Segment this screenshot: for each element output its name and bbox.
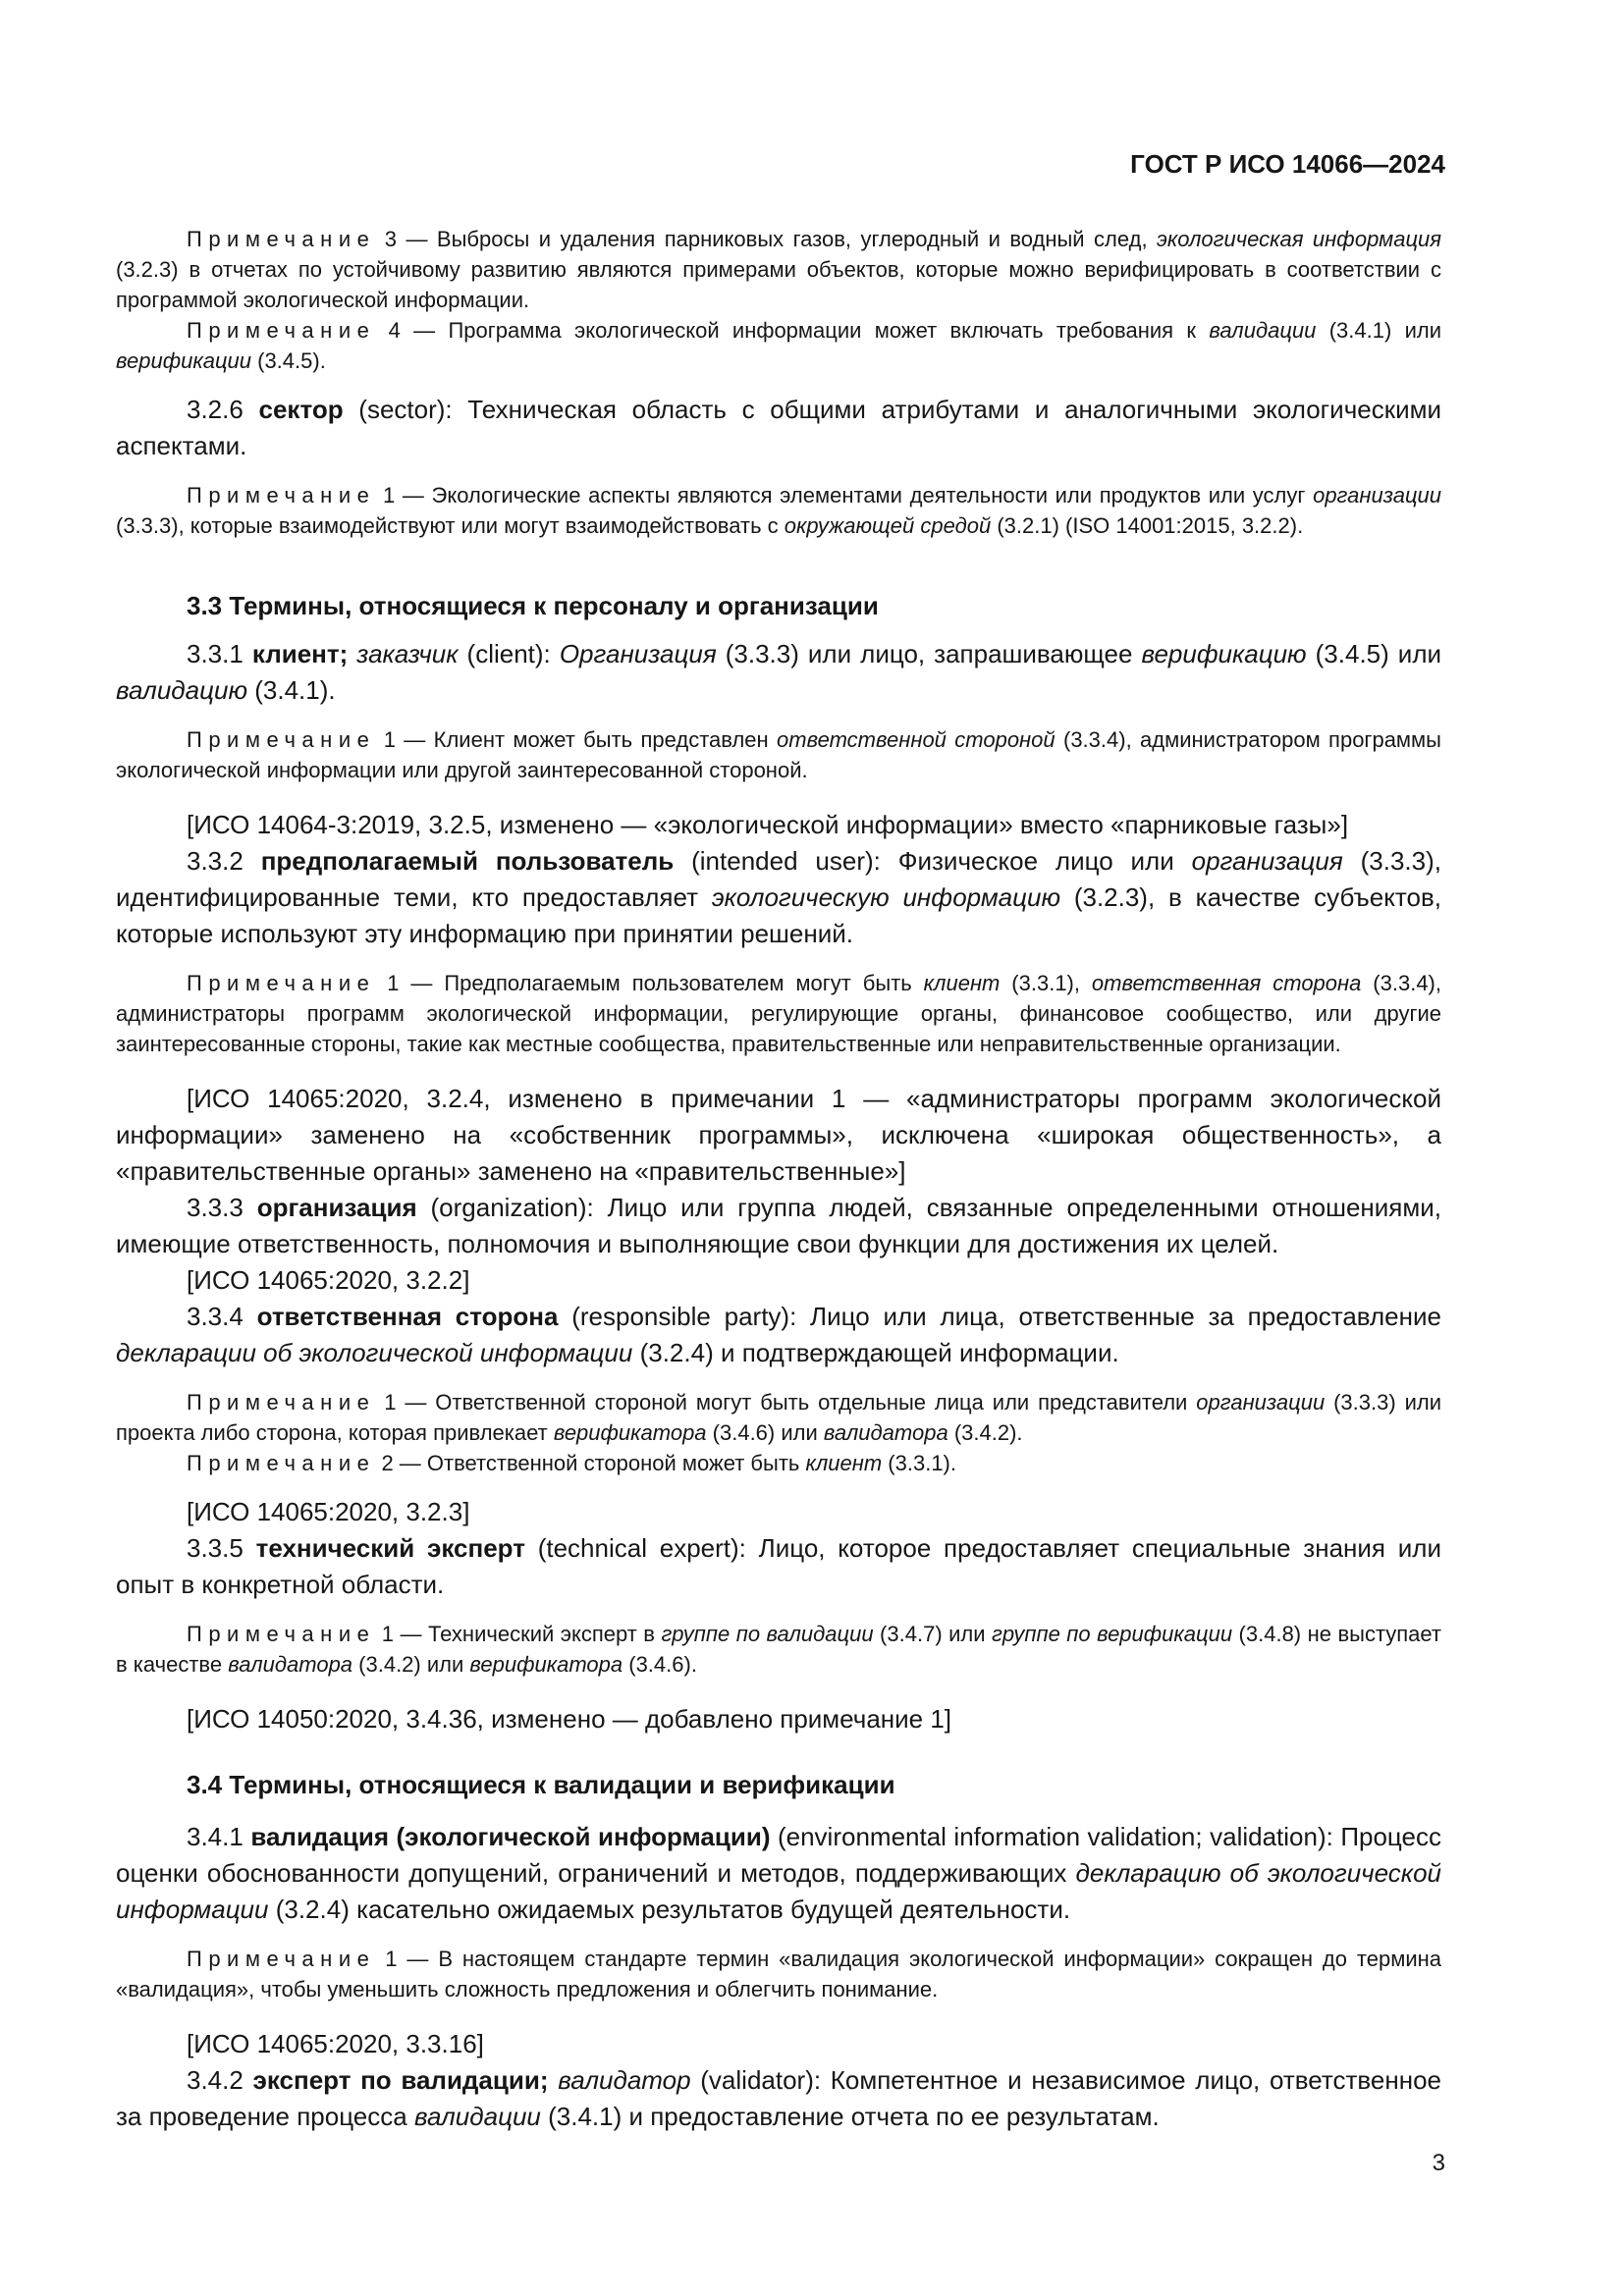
text-run	[549, 2065, 559, 2095]
text-run: (3.4.8) не выступает в качестве	[116, 1622, 1441, 1677]
document-header: ГОСТ Р ИСО 14066—2024	[1130, 149, 1445, 179]
text-run: (3.2.4) и подтверждающей информации.	[632, 1338, 1119, 1367]
text-run: (technical expert): Лицо, которое предоставляет специальные знания или опыт в конкретной области.	[116, 1533, 1441, 1599]
term-reference: верификатора	[553, 1420, 707, 1445]
term-name: валидация (экологической информации)	[250, 1822, 771, 1851]
text-run: (3.4.6).	[623, 1652, 697, 1677]
note-label: Примечание	[187, 227, 376, 251]
term-paragraph	[116, 1530, 1441, 1603]
term-name: ответственная сторона	[256, 1302, 559, 1331]
text-run: (3.2.3) в отчетах по устойчивому развитию являются примерами объектов, которые можно верифицировать в соответствии с программой экологической информации.	[116, 257, 1441, 312]
text-run: (3.4.7) или	[873, 1622, 992, 1646]
term-reference: группе по верификации	[992, 1622, 1233, 1646]
term-name: технический эксперт	[255, 1533, 525, 1563]
text-run: 3.3.1	[187, 639, 252, 668]
text-run: (validator): Компетентное и независимое лицо, ответственное за проведение процесса	[116, 2065, 1441, 2131]
text-run: (3.3.3) или проекта либо сторона, которая привлекает	[116, 1390, 1441, 1445]
term-reference: клиент	[923, 971, 1001, 995]
text-run: 3.2.6	[187, 395, 259, 424]
term-reference: валидации	[1209, 318, 1317, 343]
term-reference: ответственная сторона	[1091, 971, 1362, 995]
note-paragraph	[116, 724, 1441, 785]
note-paragraph	[116, 968, 1441, 1059]
text-run: (sector): Техническая область с общими атрибутами и аналогичными экологическими аспектами.	[116, 395, 1441, 460]
text-run: [ИСО 14050:2020, 3.4.36, изменено — добавлено примечание 1]	[187, 1704, 952, 1734]
text-run: 1 — Ответственной стороной могут быть отдельные лица или представители	[375, 1390, 1197, 1415]
text-run: [ИСО 14065:2020, 3.2.3]	[187, 1497, 470, 1526]
term-reference: группе по валидации	[661, 1622, 874, 1646]
term-reference: валидатор	[558, 2065, 691, 2095]
text-run: [ИСО 14065:2020, 3.2.4, изменено в примечании 1 — «администраторы программ экологической информации» заменено на «собственник программы», исключена «широкая общественность», а «правительственные органы» заменено на «правительственные»]	[116, 1084, 1441, 1186]
term-paragraph	[116, 1299, 1441, 1371]
text-run: (client):	[458, 639, 560, 668]
text-run: [ИСО 14065:2020, 3.3.16]	[187, 2029, 484, 2058]
term-paragraph	[116, 392, 1441, 464]
term-paragraph	[116, 1262, 1441, 1299]
text-run: (3.2.3), в качестве субъектов, которые используют эту информацию при принятии решений.	[116, 882, 1441, 948]
section-heading	[116, 588, 1441, 624]
term-paragraph	[116, 636, 1441, 709]
term-reference: верификации	[116, 348, 251, 373]
term-reference: валидацию	[116, 675, 247, 705]
page-number: 3	[1432, 2150, 1445, 2176]
text-run: (3.3.4), администраторы программ экологической информации, регулирующие органы, финансовое сообщество, или другие заинтересованные стороны, такие как местные сообщества, правительственные или неправительственные организации.	[116, 971, 1441, 1056]
text-run: (environmental information validation; validation): Процесс оценки обоснованности допущений, ограничений и методов, поддерживающих	[116, 1822, 1441, 1888]
term-reference: заказчик	[356, 639, 459, 668]
term-paragraph	[116, 2062, 1441, 2135]
section-heading	[116, 1767, 1441, 1803]
text-run: (3.2.1) (ISO 14001:2015, 3.2.2).	[991, 513, 1304, 538]
text-run: (3.4.1) и предоставление отчета по ее результатам.	[540, 2102, 1160, 2131]
term-paragraph	[116, 1190, 1441, 1262]
text-run: (3.2.4) касательно ожидаемых результатов будущей деятельности.	[268, 1895, 1071, 1924]
term-reference: декларацию об экологической информации	[116, 1858, 1441, 1924]
text-run: [ИСО 14065:2020, 3.2.2]	[187, 1265, 470, 1295]
term-name: сектор	[258, 395, 344, 424]
text-run: 1 — В настоящем стандарте термин «валидация экологической информации» сокращен до термина «валидация», чтобы уменьшить сложность предложения и облегчить понимание.	[116, 1947, 1441, 2002]
term-paragraph	[116, 1081, 1441, 1190]
term-paragraph	[116, 1819, 1441, 1928]
term-name: предполагаемый пользователь	[260, 846, 675, 876]
term-reference: организации	[1313, 483, 1441, 507]
note-paragraph	[116, 1944, 1441, 2004]
note-label: Примечание	[187, 1947, 376, 1971]
text-run: [ИСО 14064-3:2019, 3.2.5, изменено — «экологической информации» вместо «парниковые газы»]	[187, 810, 1349, 839]
term-reference: валидатора	[823, 1420, 948, 1445]
text-run: (responsible party): Лицо или лица, ответственные за предоставление	[558, 1302, 1441, 1331]
note-label: Примечание	[187, 1451, 376, 1475]
text-run: (3.3.1),	[1000, 971, 1092, 995]
text-run: 3 — Выбросы и удаления парниковых газов, углеродный и водный след,	[375, 227, 1158, 251]
term-paragraph	[116, 807, 1441, 843]
term-paragraph	[116, 1494, 1441, 1530]
term-reference: валидации	[413, 2102, 541, 2131]
text-run: 3.4 Термины, относящиеся к валидации и верификации	[187, 1770, 895, 1799]
note-paragraph	[116, 1387, 1441, 1448]
note-paragraph	[116, 315, 1441, 376]
term-name: клиент;	[251, 639, 349, 668]
text-run: (3.4.5).	[251, 348, 326, 373]
text-run: 1 — Экологические аспекты являются элементами деятельности или продуктов или услуг	[375, 483, 1314, 507]
note-label: Примечание	[187, 318, 376, 343]
term-paragraph	[116, 1701, 1441, 1737]
term-reference: организации	[1196, 1390, 1326, 1415]
text-run: (3.3.3) или лицо, запрашивающее	[716, 639, 1142, 668]
term-reference: ответственной стороной	[777, 727, 1056, 752]
text-run: (3.4.2).	[947, 1420, 1023, 1445]
text-run: 4 — Программа экологической информации может включать требования к	[375, 318, 1210, 343]
term-reference: клиент	[805, 1451, 883, 1475]
text-run: 3.4.2	[187, 2065, 253, 2095]
text-run: 3.3.5	[187, 1533, 256, 1563]
text-run: 3.3 Термины, относящиеся к персоналу и организации	[187, 591, 879, 620]
note-label: Примечание	[187, 483, 376, 507]
note-paragraph	[116, 480, 1441, 541]
text-run: 1 — Технический эксперт в	[375, 1622, 662, 1646]
text-run: 1 — Клиент может быть представлен	[375, 727, 778, 752]
note-paragraph	[116, 1619, 1441, 1680]
note-paragraph	[116, 224, 1441, 315]
term-reference: организация	[1191, 846, 1343, 876]
text-run	[348, 639, 356, 668]
text-run: 3.3.3	[187, 1193, 257, 1222]
term-reference: декларации об экологической информации	[116, 1338, 633, 1367]
term-name: организация	[256, 1193, 417, 1222]
document-body	[116, 224, 1441, 2135]
text-run: (3.4.1).	[247, 675, 336, 705]
term-paragraph	[116, 2026, 1441, 2062]
note-label: Примечание	[187, 1622, 376, 1646]
term-reference: валидатора	[228, 1652, 353, 1677]
text-run: 3.3.2	[187, 846, 261, 876]
text-run: (3.4.2) или	[352, 1652, 470, 1677]
term-reference: окружающей средой	[784, 513, 992, 538]
term-reference: экологическая информация	[1157, 227, 1442, 251]
note-paragraph	[116, 1448, 1441, 1478]
term-reference: экологическую информацию	[711, 882, 1061, 912]
text-run: 1 — Предполагаемым пользователем могут быть	[375, 971, 924, 995]
note-label: Примечание	[187, 971, 376, 995]
text-run: (3.3.3), идентифицированные теми, кто предоставляет	[116, 846, 1441, 912]
text-run: 2 — Ответственной стороной может быть	[375, 1451, 806, 1475]
text-run: (3.4.1) или	[1316, 318, 1441, 343]
note-label: Примечание	[187, 727, 376, 752]
text-run: (3.3.1).	[882, 1451, 956, 1475]
term-reference: верификацию	[1141, 639, 1307, 668]
note-label: Примечание	[187, 1390, 376, 1415]
text-run: (3.4.5) или	[1306, 639, 1442, 668]
text-run: (3.4.6) или	[706, 1420, 824, 1445]
term-reference: Организация	[559, 639, 717, 668]
term-paragraph	[116, 843, 1441, 952]
text-run: (3.3.4), администратором программы экологической информации или другой заинтересованной стороной.	[116, 727, 1441, 782]
text-run: (3.3.3), которые взаимодействуют или могут взаимодействовать с	[116, 513, 785, 538]
text-run: (organization): Лицо или группа людей, связанные определенными отношениями, имеющие ответственность, полномочия и выполняющие свои функции для достижения их целей.	[116, 1193, 1441, 1258]
text-run: 3.3.4	[187, 1302, 257, 1331]
text-run: (intended user): Физическое лицо или	[674, 846, 1192, 876]
text-run: 3.4.1	[187, 1822, 251, 1851]
term-name: эксперт по валидации;	[252, 2065, 549, 2095]
term-reference: верификатора	[469, 1652, 623, 1677]
